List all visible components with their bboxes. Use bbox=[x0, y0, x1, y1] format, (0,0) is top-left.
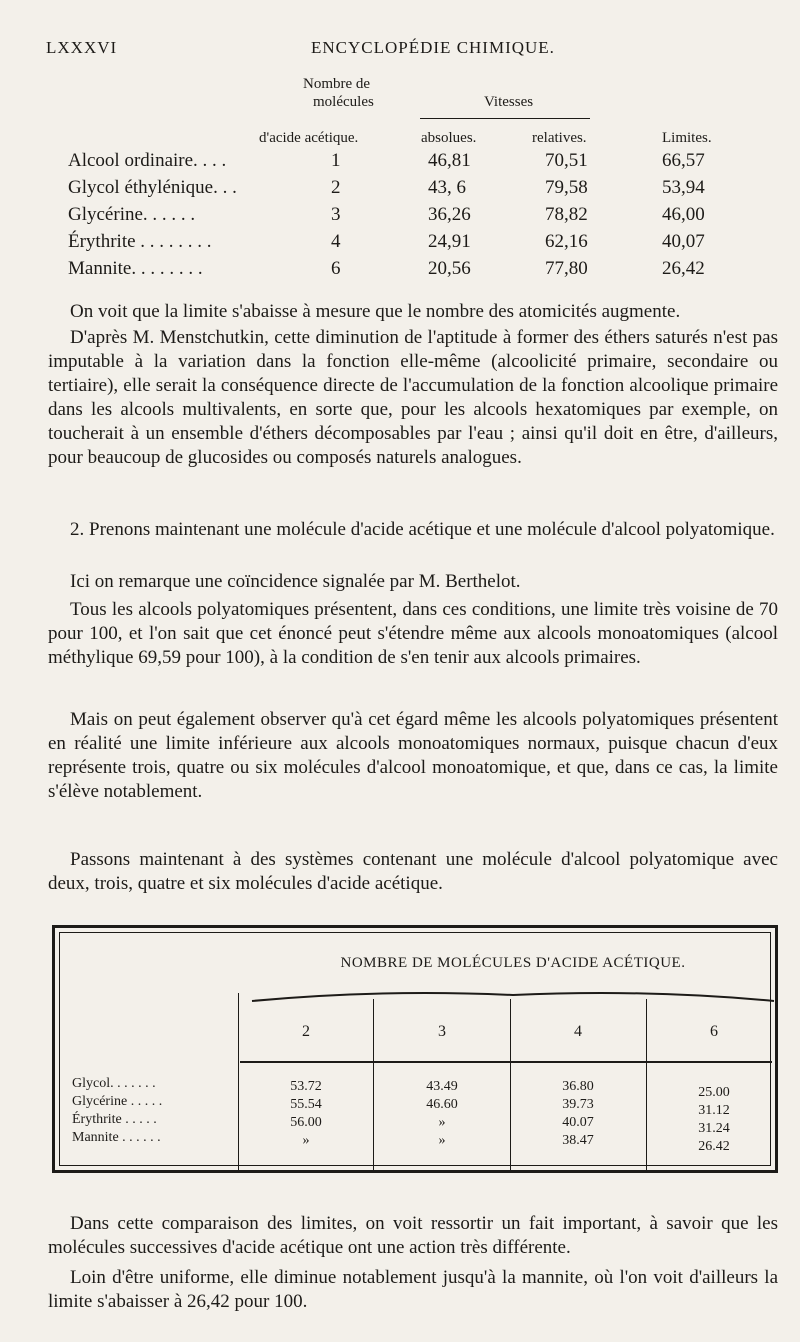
row-count: 6 bbox=[331, 258, 341, 279]
cell-value: 53.72 bbox=[290, 1079, 322, 1094]
paragraph-conclusion: Loin d'être uniforme, elle diminue notablement jusqu'à la mannite, où l'on voit d'ailleurs la limite s'abaisser à 26,42 pour 100. bbox=[48, 1267, 778, 1312]
head-relative: relatives. bbox=[532, 130, 587, 146]
cell-value: 36.80 bbox=[562, 1079, 594, 1094]
head-molecules-1: Nombre de bbox=[303, 76, 371, 92]
table-caption: NOMBRE DE MOLÉCULES D'ACIDE ACÉTIQUE. bbox=[340, 955, 686, 971]
column-header: 3 bbox=[438, 1023, 446, 1040]
paragraph-polyatomic-limit: Tous les alcools polyatomiques présentent, dans ces conditions, une limite très voisine de 70 pour 100, et l'on sait que cet énoncé peut s'étendre même aux alcools monoatomiques (alcool méthylique 69,59 pour 100), à la condition de s'en tenir aux alcools primaires. bbox=[48, 599, 778, 668]
table-inner-frame bbox=[59, 932, 771, 1166]
speeds-brace bbox=[420, 118, 590, 119]
column-header: 4 bbox=[574, 1023, 582, 1040]
row-limit: 40,07 bbox=[662, 231, 705, 252]
row-limit: 26,42 bbox=[662, 258, 705, 279]
cell-value: 46.60 bbox=[426, 1097, 458, 1112]
cell-value: » bbox=[438, 1115, 446, 1130]
head-speeds: Vitesses bbox=[484, 94, 534, 110]
row-absolute: 24,91 bbox=[428, 231, 471, 252]
row-label: Mannite . . . . . . bbox=[72, 1130, 161, 1145]
row-relative: 77,80 bbox=[545, 258, 588, 279]
row-label: Glycérine . . . . . bbox=[72, 1094, 163, 1109]
paragraph-acetic-molecule: 2. Prenons maintenant une molécule d'acide acétique et une molécule d'alcool polyatomique. bbox=[70, 519, 775, 540]
row-absolute: 43, 6 bbox=[428, 177, 466, 198]
table-row bbox=[0, 231, 800, 255]
head-absolute: absolues. bbox=[421, 130, 477, 146]
column-divider bbox=[238, 993, 239, 1171]
row-relative: 79,58 bbox=[545, 177, 588, 198]
column-header: 2 bbox=[302, 1023, 310, 1040]
row-name: Glycol éthylénique. . . bbox=[68, 177, 237, 198]
cell-value: 55.54 bbox=[290, 1097, 322, 1112]
cell-value: » bbox=[438, 1133, 446, 1148]
row-relative: 70,51 bbox=[545, 150, 588, 171]
cell-value: 25.00 bbox=[698, 1085, 730, 1100]
row-absolute: 36,26 bbox=[428, 204, 471, 225]
row-absolute: 46,81 bbox=[428, 150, 471, 171]
row-name: Érythrite . . . . . . . . bbox=[68, 231, 212, 252]
paragraph-atomicities: On voit que la limite s'abaisse à mesure que le nombre des atomicités augmente. bbox=[70, 301, 681, 322]
header-rule bbox=[240, 1061, 772, 1063]
cell-value: 39.73 bbox=[562, 1097, 594, 1112]
row-count: 4 bbox=[331, 231, 341, 252]
table-row bbox=[0, 177, 800, 201]
paragraph-inferior-limit: Mais on peut également observer qu'à cet égard même les alcools polyatomiques présentent en réalité une limite inférieure aux alcools monoatomiques normaux, puisque chacun d'eux représente trois, quatre ou six molécules d'alcool monoatomique, et que, dans ce cas, la limite s'élève notablement. bbox=[48, 709, 778, 802]
rates-table bbox=[0, 0, 800, 300]
row-label: Glycol. . . . . . . bbox=[72, 1076, 156, 1091]
paragraph-berthelot: Ici on remarque une coïncidence signalée par M. Berthelot. bbox=[70, 571, 521, 592]
row-relative: 78,82 bbox=[545, 204, 588, 225]
cell-value: 38.47 bbox=[562, 1133, 594, 1148]
paragraph-menstchutkin: D'après M. Menstchutkin, cette diminution de l'aptitude à former des éthers saturés n'est pas imputable à la variation dans la fonction elle-même (alcoolicité primaire, secondaire ou tertiaire), elle serait la conséquence directe de l'accumulation de la fonction alcoolique primaire dans les alcools multivalents, en sorte que, pour les alcools hexatomiques par exemple, on toucherait à un ensemble d'éthers décomposables par l'eau ; ainsi qu'il doit en être, d'ailleurs, pour beaucoup de glucosides ou composés naturels analogues. bbox=[48, 327, 778, 468]
row-name: Alcool ordinaire. . . . bbox=[68, 150, 227, 171]
column-divider bbox=[510, 999, 511, 1171]
paragraph-comparison: Dans cette comparaison des limites, on voit ressortir un fait important, à savoir que les molécules successives d'acide acétique ont une action très différente. bbox=[48, 1213, 778, 1258]
row-count: 1 bbox=[331, 150, 341, 171]
column-divider bbox=[646, 999, 647, 1171]
row-name: Glycérine. . . . . . bbox=[68, 204, 196, 225]
table-row bbox=[0, 258, 800, 282]
head-molecules-2: molécules bbox=[313, 94, 374, 110]
table-row bbox=[0, 204, 800, 228]
row-limit: 46,00 bbox=[662, 204, 705, 225]
paragraph-systems: Passons maintenant à des systèmes contenant une molécule d'alcool polyatomique avec deux, trois, quatre et six molécules d'acide acétique. bbox=[48, 849, 778, 894]
cell-value: 31.24 bbox=[698, 1121, 730, 1136]
limits-table bbox=[52, 925, 778, 1173]
cell-value: » bbox=[302, 1133, 310, 1148]
running-title: ENCYCLOPÉDIE CHIMIQUE. bbox=[311, 38, 555, 57]
row-relative: 62,16 bbox=[545, 231, 588, 252]
caption-brace bbox=[250, 983, 776, 1013]
head-limits: Limites. bbox=[662, 130, 712, 146]
row-absolute: 20,56 bbox=[428, 258, 471, 279]
cell-value: 40.07 bbox=[562, 1115, 594, 1130]
cell-value: 26.42 bbox=[698, 1139, 730, 1154]
page-number: LXXXVI bbox=[46, 38, 118, 57]
cell-value: 56.00 bbox=[290, 1115, 322, 1130]
column-divider bbox=[373, 999, 374, 1171]
row-label: Érythrite . . . . . bbox=[72, 1112, 157, 1127]
column-header: 6 bbox=[710, 1023, 718, 1040]
cell-value: 43.49 bbox=[426, 1079, 458, 1094]
table-row bbox=[0, 150, 800, 174]
head-acid: d'acide acétique. bbox=[259, 130, 359, 146]
row-count: 3 bbox=[331, 204, 341, 225]
row-limit: 66,57 bbox=[662, 150, 705, 171]
row-name: Mannite. . . . . . . . bbox=[68, 258, 203, 279]
row-count: 2 bbox=[331, 177, 341, 198]
row-limit: 53,94 bbox=[662, 177, 705, 198]
cell-value: 31.12 bbox=[698, 1103, 730, 1118]
